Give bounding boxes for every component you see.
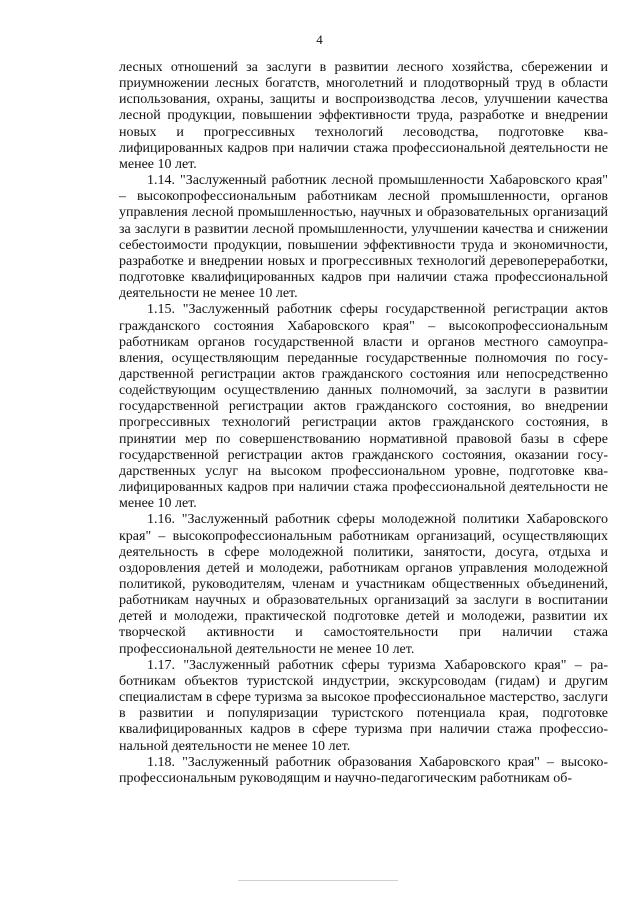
page-bottom-divider	[238, 880, 398, 881]
paragraph-item-1-14: 1.14. "Заслуженный работник лесной промышленности Хабаровского края" – высокопрофессиональным работникам лесной промышленности, органов управления лесной промышленностью, научных и образовательных организаций за заслуги в развитии лесной промышленности, улучшении качества и снижении себестоимости продукции, повышении эффективности труда и экономичности, разработке и внедрении новых и прогрессивных технологий деревопереработки, подготовке квалифицированных кадров при наличии стажа профессиональной деятельности не менее 10 лет.	[119, 173, 608, 302]
paragraph-item-1-15: 1.15. "Заслуженный работник сферы государственной регистрации актов гражданского состояния Хабаровского края" – высокопрофессиональным работникам органов государственной власти и органов местного самоуправления, осуществляющим переданные государственные полномочия по государственной регистрации актов гражданского состояния или непосредственно содействующим осуществлению данных полномочий, за заслуги в развитии государственной регистрации актов гражданского состояния, во внедрении прогрессивных технологий регистрации актов гражданского состояния, в принятии мер по совершенствованию нормативной правовой базы в сфере государственной регистрации актов гражданского состояния, оказании государственных услуг на высоком профессиональном уровне, подготовке квалифицированных кадров при наличии стажа профессиональной деятельности не менее 10 лет.	[119, 302, 608, 512]
document-body	[119, 60, 608, 787]
page-number: 4	[316, 32, 323, 47]
paragraph-item-1-17: 1.17. "Заслуженный работник сферы туризма Хабаровского края" – работникам объектов туристской индустрии, экскурсоводам (гидам) и другим специалистам в сфере туризма за высокое профессиональное мастерство, заслуги в развитии и популяризации туристского потенциала края, подготовке квалифицированных кадров в сфере туризма при наличии стажа профессиональной деятельности не менее 10 лет.	[119, 657, 608, 754]
paragraph-item-1-18: 1.18. "Заслуженный работник образования Хабаровского края" – высокопрофессиональным руководящим и научно-педагогическим работникам об-	[119, 754, 608, 786]
paragraph-continuation: лесных отношений за заслуги в развитии лесного хозяйства, сбережении и приумножении лесных богатств, многолетний и плодотворный труд в области использования, охраны, защиты и воспроизводства лесов, улучшении качества лесной продукции, повышении эффективности труда, разработке и внедрении новых и прогрессивных технологий лесоводства, подготовке квалифицированных кадров при наличии стажа профессиональной деятельности не менее 10 лет.	[119, 60, 608, 172]
paragraph-item-1-16: 1.16. "Заслуженный работник сферы молодежной политики Хабаровского края" – высокопрофессиональным работникам организаций, осуществляющих деятельность в сфере молодежной политики, занятости, досуга, отдыха и оздоровления детей и молодежи, работникам органов управления молодежной политикой, руководителям, членам и участникам общественных объединений, работникам научных и образовательных организаций за заслуги в воспитании детей и молодежи, практической подготовке детей и молодежи, развитии их творческой активности и самостоятельности при наличии стажа профессиональной деятельности не менее 10 лет.	[119, 512, 608, 657]
